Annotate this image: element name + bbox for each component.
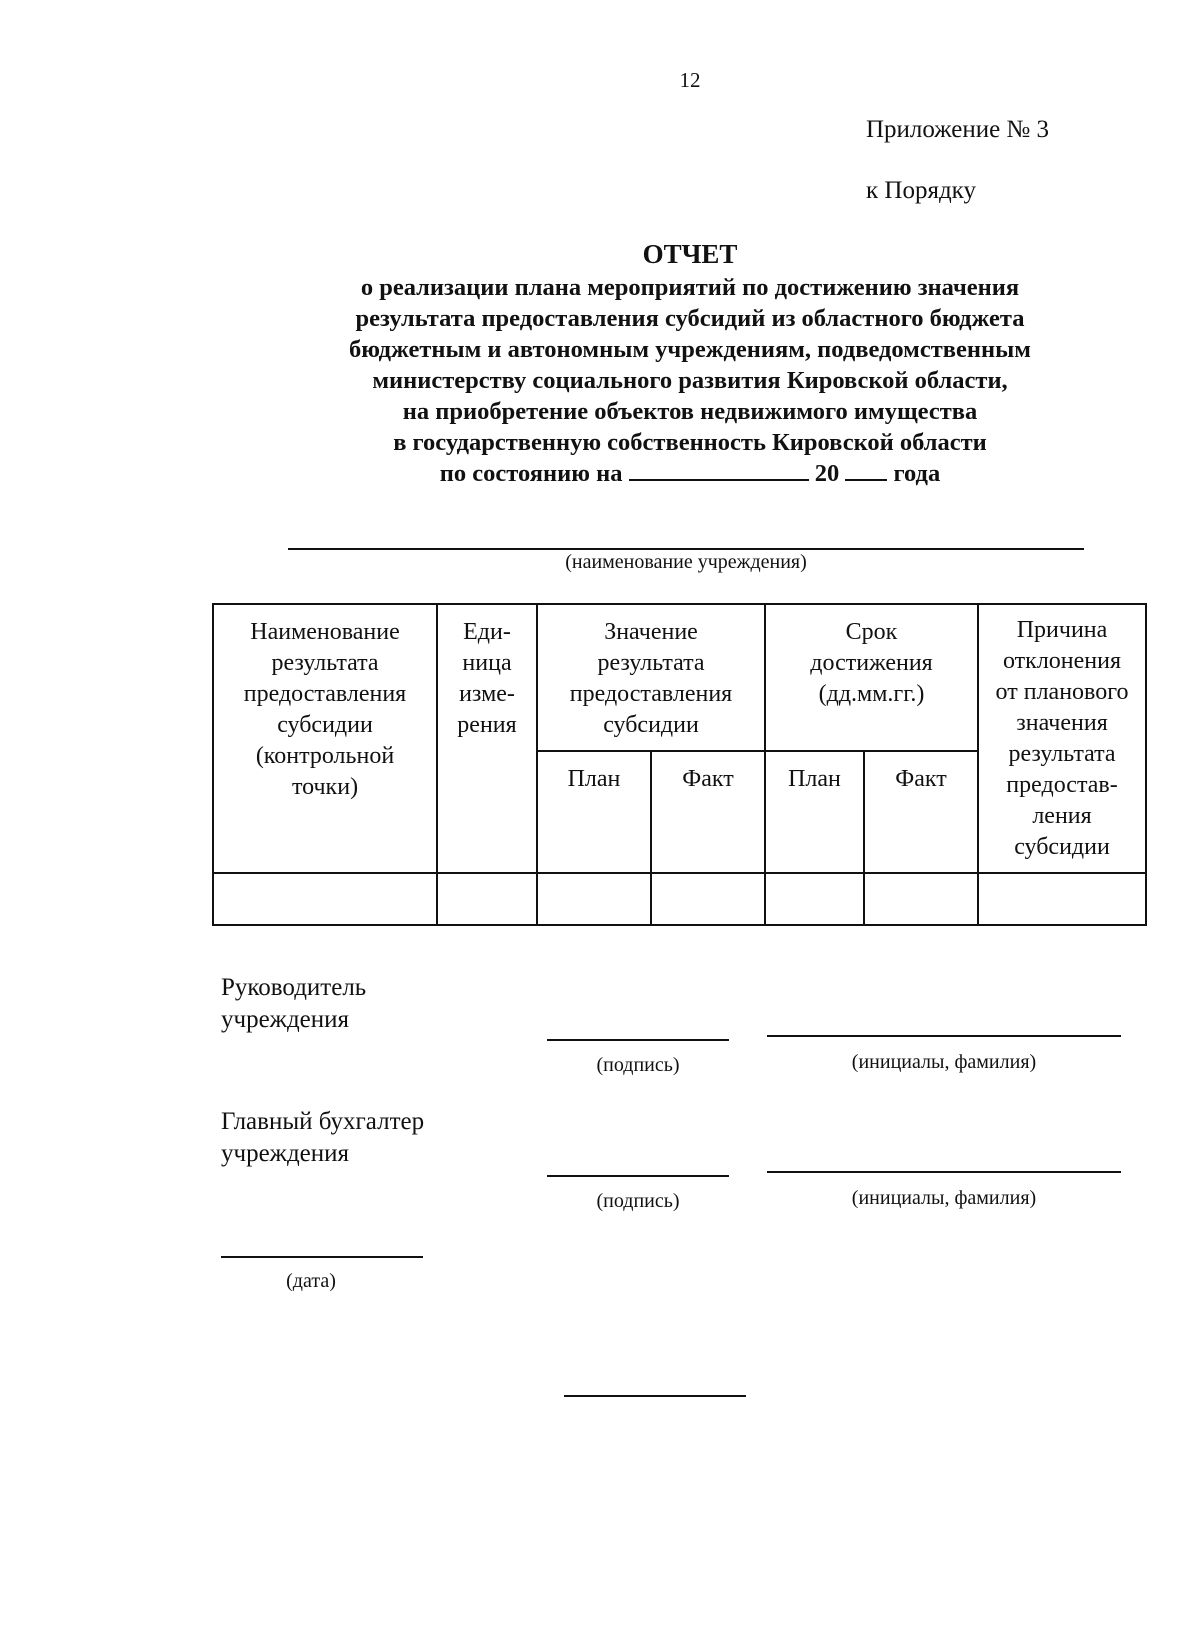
table-cell[interactable] [651, 873, 765, 925]
header-value-fact: Факт [651, 751, 765, 873]
page-number: 12 [679, 68, 701, 92]
accountant-name-line[interactable] [767, 1171, 1121, 1173]
header-result-name: Наименование результата предоставления субсидии (контрольной точки) [213, 604, 437, 873]
head-name-caption: (инициалы, фамилия) [851, 1051, 1037, 1073]
header-result-value: Значение результата предоставления субсидии [537, 604, 765, 751]
date-suffix: года [893, 460, 941, 487]
accountant-signature-line[interactable] [547, 1175, 729, 1177]
date-prefix: по состоянию на [439, 460, 623, 487]
table-cell[interactable] [864, 873, 978, 925]
accountant-role-label: Главный бухгалтер учреждения [221, 1108, 425, 1167]
table-cell[interactable] [213, 873, 437, 925]
title-line: результата предоставления субсидий из областного бюджета [355, 305, 1025, 332]
title-block [240, 236, 1140, 489]
date-year-blank[interactable] [845, 459, 887, 481]
header-deadline: Срок достижения (дд.мм.гг.) [765, 604, 978, 751]
header-deadline-fact: Факт [864, 751, 978, 873]
date-caption: (дата) [286, 1270, 336, 1292]
table-cell[interactable] [765, 873, 864, 925]
date-line[interactable] [221, 1256, 423, 1258]
header-deviation-reason: Причина отклонения от планового значения результата предостав- ления субсидии [978, 604, 1146, 873]
title-line: бюджетным и автономным учреждениям, подведомственным [349, 336, 1031, 363]
title-line: министерству социального развития Кировской области, [372, 367, 1008, 394]
appendix-reference: к Порядку [866, 177, 976, 204]
institution-caption: (наименование учреждения) [565, 551, 807, 573]
table-cell[interactable] [437, 873, 537, 925]
header-unit: Еди- ница изме- рения [437, 604, 537, 873]
accountant-signature-caption: (подпись) [596, 1190, 680, 1212]
head-name-line[interactable] [767, 1035, 1121, 1037]
head-signature-line[interactable] [547, 1039, 729, 1041]
closing-separator [564, 1395, 746, 1397]
table-cell[interactable] [537, 873, 651, 925]
head-signature-caption: (подпись) [596, 1054, 680, 1076]
header-deadline-plan: План [765, 751, 864, 873]
head-role-label: Руководитель учреждения [221, 974, 367, 1033]
title-line: о реализации плана мероприятий по достижению значения [360, 274, 1020, 301]
report-date-line [240, 458, 1140, 489]
document-title: ОТЧЕТ [642, 239, 738, 269]
date-year-prefix: 20 [814, 460, 840, 487]
appendix-label: Приложение № 3 [866, 116, 1050, 143]
accountant-name-caption: (инициалы, фамилия) [851, 1187, 1037, 1209]
report-table [212, 603, 1147, 926]
table-cell[interactable] [978, 873, 1146, 925]
date-day-month-blank[interactable] [629, 459, 809, 481]
header-value-plan: План [537, 751, 651, 873]
title-line: в государственную собственность Кировской области [393, 429, 987, 456]
institution-name-line[interactable] [288, 548, 1084, 550]
title-line: на приобретение объектов недвижимого имущества [402, 398, 978, 425]
